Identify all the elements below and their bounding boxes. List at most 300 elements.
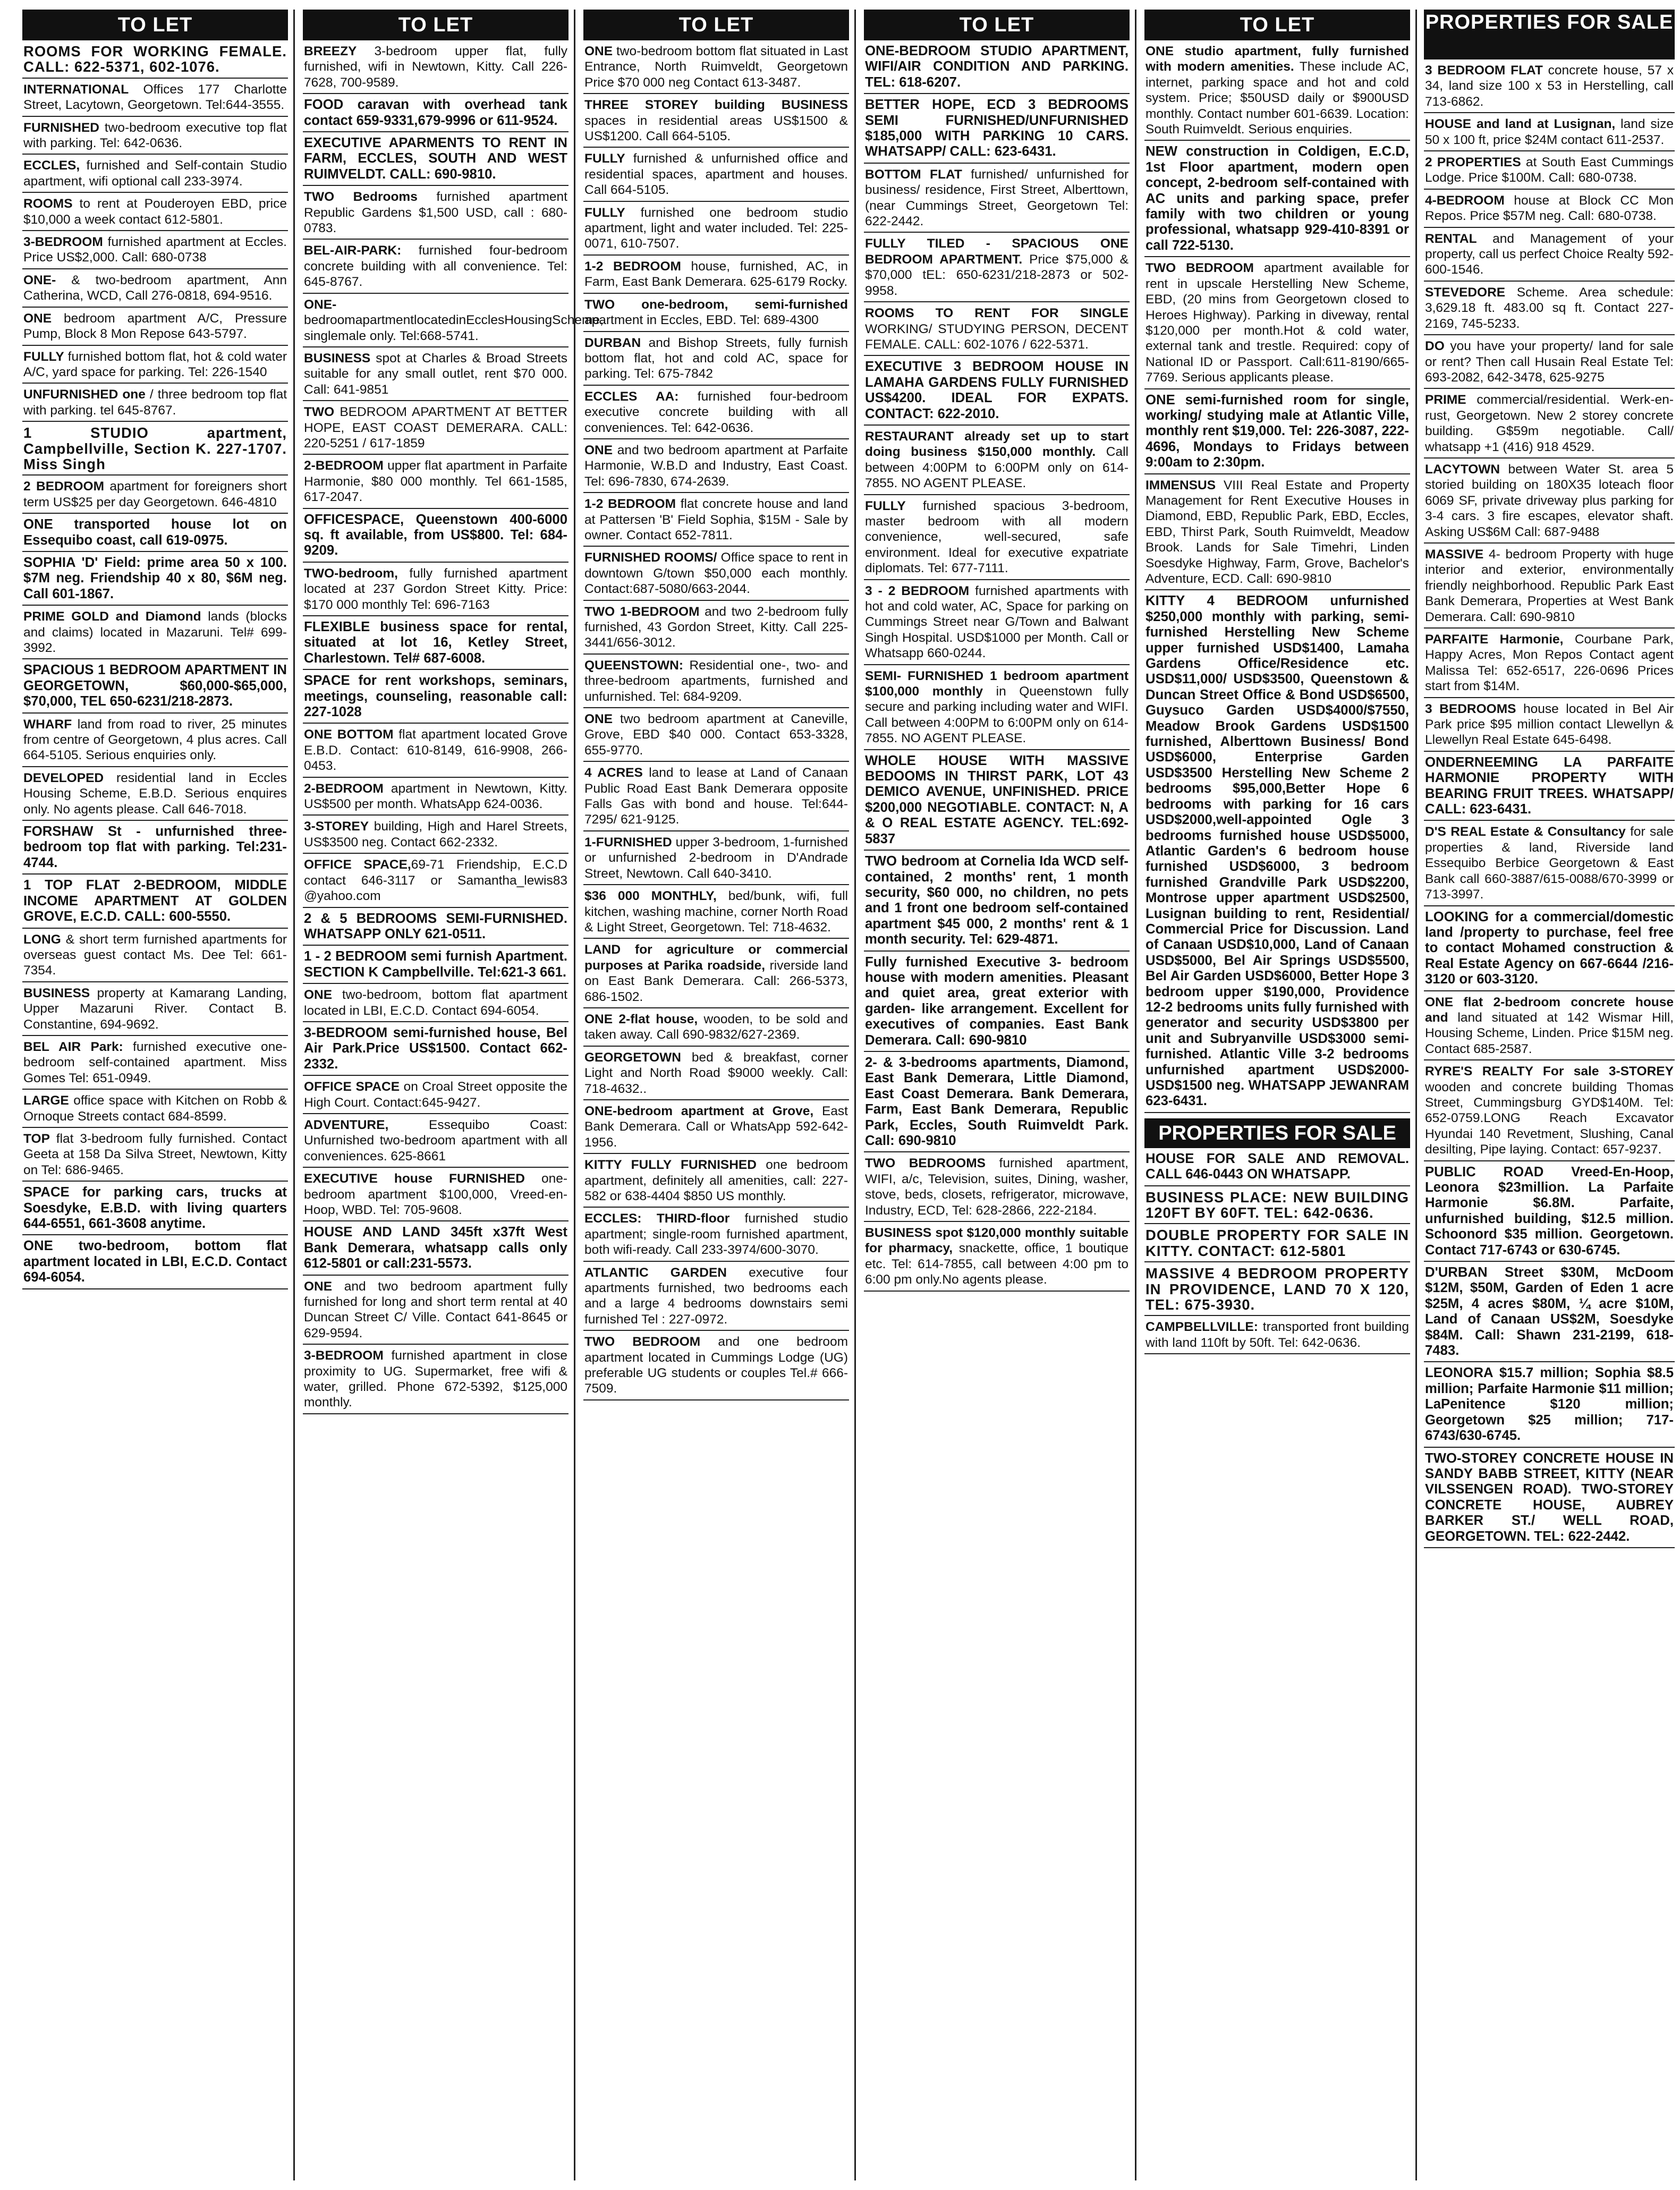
classified-ad (864, 164, 1130, 233)
ad-text: / three bedroom top flat with parking. tel 645-8767. (23, 387, 287, 418)
ad-text: ONE-BEDROOM STUDIO APARTMENT, WIFI/AIR CONDITION AND PARKING. TEL: 618-6207. (865, 44, 1129, 90)
ad-lead: 3-STOREY (304, 819, 369, 834)
ad-text: 1 - 2 BEDROOM semi furnish Apartment. SECTION K Campbellville. Tel:621-3 661. (304, 949, 567, 980)
classified-ad (303, 1276, 569, 1345)
classified-ad (303, 670, 569, 724)
ad-lead: DURBAN (584, 335, 641, 350)
classified-ad (22, 659, 288, 713)
column-divider (1135, 10, 1136, 2180)
ad-text: SPACE for parking cars, trucks at Soesdyke, E.B.D. with living quarters 644-6551, 661-3608 anytime. (23, 1185, 287, 1231)
ad-text: one-bedroom apartment $100,000, Vreed-en-Hoop, WBD. Tel: 705-9608. (304, 1172, 567, 1217)
ad-lead: FULLY TILED - SPACIOUS ONE BEDROOM APARTMENT. (865, 236, 1129, 267)
classified-ad (303, 40, 569, 94)
classified-ad (303, 1168, 569, 1221)
ad-text: 69-71 Friendship, E.C.D contact 646-3117 or Samantha_lewis83 @yahoo.com (304, 858, 567, 904)
classified-ad (22, 155, 288, 193)
ad-text: D'URBAN Street $30M, McDoom $12M, $50M, Garden of Eden 1 acre $25M, 4 acres $80M, ¼ acre $10M, Land of Canaan US$2M, Soesdyke $84M. Call: Shawn 231-2199, 618-7483. (1425, 1265, 1674, 1359)
classified-ad (1144, 389, 1410, 474)
ad-lead: DEVELOPED (23, 770, 104, 785)
ad-lead: BUSINESS (304, 351, 371, 366)
ad-text: flat 3-bedroom fully furnished. Contact Geeta at 158 Da Silva Street, Newtown, Kitty on Tel: 686-9465. (23, 1131, 287, 1177)
classified-ad (1424, 1262, 1675, 1362)
classified-ad (22, 606, 288, 659)
ad-lead: TWO (304, 405, 335, 420)
classified-ad (22, 231, 288, 269)
ad-text: and Bishop Streets, fully furnish bottom flat, hot and cold AC, space for parking. Tel: 675-7842 (584, 335, 848, 381)
column-divider (1415, 10, 1417, 2180)
section-header: TO LET (864, 10, 1130, 40)
ad-text: furnished apartment Republic Gardens $1,500 USD, call : 680-0783. (304, 190, 567, 236)
classified-ad (303, 1022, 569, 1076)
classified-ad (22, 193, 288, 231)
classified-ad (1424, 629, 1675, 698)
ad-lead: IMMENSUS (1146, 478, 1216, 493)
ad-lead: TWO BEDROOM (584, 1335, 701, 1349)
classified-ad (1144, 1148, 1410, 1186)
ad-text: spaces in residential areas US$1500 & US$1200. Call 664-5105. (584, 113, 848, 144)
classified-ad (864, 426, 1130, 495)
ad-text: upper 3-bedroom, 1-furnished or unfurnished 2-bedroom in D'Andrade Street, Newtown. Call 640-3410. (584, 835, 848, 881)
ad-lead: ONE (584, 712, 613, 727)
ad-text: two-bedroom, bottom flat apartment located in LBI, E.C.D. Contact 694-6054. (304, 988, 567, 1018)
ad-lead: 3 - 2 BEDROOM (865, 583, 970, 598)
ad-lead: ONE- (304, 297, 337, 312)
ad-text: apartment for foreigners short term US$25 per day Georgetown. 646-4810 (23, 479, 287, 510)
classified-ad (303, 946, 569, 984)
ad-text: furnished apartment at Eccles. Price US$2,000. Call: 680-0738 (23, 235, 287, 265)
ad-lead: DO (1425, 339, 1445, 354)
classified-ad (583, 831, 849, 885)
ad-text: furnished spacious 3-bedroom, master bedroom with all modern convenience, well-secured, safe environment. Ideal for executive expatriate diplomats. Tel: 677-7111. (865, 498, 1129, 576)
ad-text: land from road to river, 25 minutes from centre of Georgetown, 4 plus acres. Call 664-5105. Serious enquiries only. (23, 717, 287, 763)
ad-text: NEW construction in Coldigen, E.C.D, 1st Floor apartment, modern open concept, 2-bedroom self-contained with AC units and parking space, prefer family with two children or young professional, whatsapp 929-410-8391 or call 722-5130. (1146, 144, 1409, 253)
classified-ad (864, 495, 1130, 580)
column-5 (1144, 10, 1410, 2180)
ad-lead: 3-BEDROOM (23, 235, 103, 250)
ad-lead: FULLY (23, 349, 64, 364)
classified-ad (1144, 1262, 1410, 1316)
ad-text: EXECUTIVE APARMENTS TO RENT IN FARM, ECCLES, SOUTH AND WEST RUIMVELDT. CALL: 690-9810. (304, 135, 567, 182)
classified-ad (583, 1262, 849, 1331)
classified-ad (864, 1152, 1130, 1222)
ad-text: 2- & 3-bedrooms apartments, Diamond, East Bank Demerara, Little Diamond, East Coast Demerara. Bank Demerara, Farm, East Bank Demerara, Republic Park, Eccles, South Ruimveldt Park. Call: 690-9810 (865, 1055, 1129, 1148)
ad-text: residential land in Eccles Housing Scheme, E.B.D. Serious enquires only. No agents please. Call 646-7018. (23, 770, 287, 817)
ad-lead: RYRE'S REALTY For sale 3-STOREY (1425, 1064, 1674, 1079)
ad-text: at South East Cummings Lodge. Price $100M. Call: 680-0738. (1425, 155, 1674, 185)
classified-ad (864, 94, 1130, 164)
ad-lead: HOUSE and land at Lusignan, (1425, 117, 1616, 132)
ad-text: and two 2-bedroom fully furnished, 43 Gordon Street, Kitty. Call 225- 3441/656-3012. (584, 604, 849, 650)
ad-lead: ONE (584, 443, 613, 457)
ad-lead: MASSIVE (1425, 547, 1484, 562)
classified-ad (583, 939, 849, 1008)
classified-ad (22, 1235, 288, 1289)
ad-lead: TWO 1-BEDROOM (584, 604, 700, 619)
section-header: TO LET (583, 10, 849, 40)
ad-lead: PRIME GOLD and Diamond (23, 609, 201, 624)
column-divider (574, 10, 575, 2180)
classified-ad (864, 665, 1130, 750)
ad-lead: ECCLES AA: (584, 389, 679, 404)
ad-text: OFFICESPACE, Queenstown 400-6000 sq. ft available, from US$800. Tel: 684-9209. (304, 512, 567, 558)
ad-lead: TWO BEDROOMS (865, 1156, 986, 1171)
classified-ad (22, 117, 288, 155)
ad-lead: QUEENSTOWN: (584, 658, 684, 673)
classified-ad (303, 563, 569, 616)
classified-ad (1424, 544, 1675, 629)
ad-lead: $36 000 MONTHLY, (584, 889, 717, 904)
classified-ad (22, 767, 288, 821)
classified-ad (22, 1090, 288, 1128)
ad-text: 2 & 5 BEDROOMS SEMI-FURNISHED. WHATSAPP ONLY 621-0511. (304, 911, 567, 941)
ad-text: SPACIOUS 1 BEDROOM APARTMENT IN GEORGETOWN, $60,000-$65,000, $70,000, TEL 650-6231/218-2873. (23, 663, 287, 709)
ad-lead: ONE flat 2-bedroom concrete house and (1425, 995, 1674, 1025)
ad-text: KITTY 4 BEDROOM unfurnished $250,000 monthly with parking, semi-furnished Herstelling New Scheme upper furnished USD$1400, Lamaha Gardens Office/Residence etc. USD$11,000/ USD$3500, Queenstown & Duncan Street Office & Bond USD$6500, Guysuco Garden USD$4000/$7550, Meadow Brook Gardens USD$1500 furnished, Alberttown Business/ Bond USD$6000, Enterprise Garden USD$3500 Herstelling New Scheme 2 bedrooms $95,000,Better Hope 6 bedrooms with parking for 16 cars USD$2000,well-appointed Ogle 3 bedrooms furnished house USD$5000, Atlantic Garden's 6 bedroom house furnished USD$6000, 3 bedroom furnished Grandville Park USD$2200, Montrose upper apartment USD$2500, Lusignan building to rent, Residential/ Commercial Price for Discussion. Land of Canaan USD$10,000, Land of Canaan USD$5000, Bel Air Springs USD$5500, Bel Air Garden USD$6000, Better Hope 3 bedroom upper $190,000, Providence 12-2 bedrooms units fully furnished with generator and security USD$3800 per unit and Subryanville USD$3000 semi-furnished. Atlantic Ville 3-2 bedrooms unfurnished apartment USD$2000-USD$1500 neg. WHATSAPP JEWANRAM 623-6431. (1146, 593, 1409, 1109)
ad-text: ROOMS FOR WORKING FEMALE. CALL: 622-5371, 602-1076. (23, 43, 287, 75)
ad-text: and Management of your property, call us perfect Choice Realty 592-600-1546. (1425, 231, 1674, 277)
ad-lead: BEL AIR Park: (23, 1039, 123, 1054)
classified-ad (22, 1182, 288, 1235)
ad-text: and two bedroom apartment fully furnished for long and short term rental at 40 Duncan Street C/ Ville. Contact 641-8645 or 629-9594. (304, 1279, 567, 1340)
ad-lead: INTERNATIONAL (23, 82, 129, 97)
classified-ad (1424, 190, 1675, 228)
ad-text: ONDERNEEMING LA PARFAITE HARMONIE PROPERTY WITH BEARING FRUIT TREES. WHATSAPP/ CALL: 623-6431. (1425, 754, 1674, 817)
classified-ad (1424, 991, 1675, 1061)
ad-text: two-bedroom bottom flat situated in Last Entrance, North Ruimveldt, Georgetown Price $70 000 neg Contact 613-3487. (584, 44, 848, 90)
ad-text: furnished and Self-contain Studio apartment, wifi optional call 233-3974. (23, 158, 287, 189)
ad-lead: ATLANTIC GARDEN (584, 1265, 727, 1280)
classified-ad (303, 816, 569, 854)
ad-lead: OFFICE SPACE, (304, 858, 411, 872)
classified-ad (22, 929, 288, 982)
classified-ad (583, 1008, 849, 1047)
ad-text: WHOLE HOUSE WITH MASSIVE BEDOOMS IN THIRST PARK, LOT 43 DEMICO AVENUE, UNFINISHED. PRICE $200,000 NEGOTIABLE. CONTACT: N, A & O REAL ESTATE AGENCY. TEL:692-5837 (865, 753, 1129, 846)
ad-text: furnished apartment, WIFI, a/c, Television, suites, Dining, washer, stove, beds, closets, refrigerator, microwave, Industry, ECD, Tel: 628-2866, 222-2184. (865, 1156, 1129, 1218)
classified-ad (303, 94, 569, 132)
ad-text: & two-bedroom apartment, Ann Catherina, WCD, Call 276-0818, 694-9516. (23, 273, 287, 303)
ad-text: wooden, to be sold and taken away. Call 690-9832/627-2369. (584, 1012, 848, 1042)
ad-lead: BOTTOM FLAT (865, 167, 962, 182)
ad-text: BETTER HOPE, ECD 3 BEDROOMS SEMI FURNISHED/UNFURNISHED $185,000 WITH PARKING 10 CARS. WHATSAPP/ CALL: 623-6431. (865, 97, 1129, 159)
ad-text: Price $75,000 & $70,000 tEL: 650-6231/218-2873 or 502-9958. (865, 252, 1129, 298)
classified-ad (22, 269, 288, 308)
classified-ad (22, 1036, 288, 1090)
classified-ad (583, 601, 849, 655)
ad-text: apartment available for rent in upscale Herstelling New Scheme, EBD, (20 mins from Georgetown closed to Heroes Highway). Parking in diveway, rental $120,000 per month.Hot & cold water, external tank and trestle. Required: copy of National ID or Passport. Call:611-8190/665-7769. Serious applicants please. (1146, 261, 1409, 385)
ad-text: fully furnished apartment located at 237 Gordon Street Kitty. Price: $170 000 monthly Tel: 696-7163 (304, 566, 567, 612)
ad-text: spot at Charles & Broad Streets suitable for any small outlet, rent $70 000. Call: 641-9851 (304, 351, 567, 397)
classified-ad (1424, 151, 1675, 190)
ad-text: two-bedroom executive top flat with parking. Tel: 642-0636. (23, 120, 287, 151)
classified-ad (1144, 257, 1410, 389)
ad-text: LOOKING for a commercial/domestic land /property to purchase, feel free to contact Mohamed construction & Real Estate Agency on 667-6644 /216-3120 or 603-3120. (1425, 909, 1674, 987)
classified-ad (22, 40, 288, 79)
ad-text: bed/bunk, wifi, full kitchen, washing machine, corner North Road & Light Street, Georgetown. Tel: 718-4632. (584, 889, 848, 935)
ad-text: 1 TOP FLAT 2-BEDROOM, MIDDLE INCOME APARTMENT AT GOLDEN GROVE, E.C.D. CALL: 600-5550. (23, 878, 287, 924)
classified-ad (1424, 282, 1675, 335)
ad-lead: ONE studio apartment, fully furnished with modern amenities. (1146, 44, 1409, 74)
classified-ad (1424, 1362, 1675, 1447)
classified-ad (22, 982, 288, 1036)
ad-text: apartment in Eccles, EBD. Tel: 689-4300 (584, 313, 819, 328)
classified-ad (22, 476, 288, 514)
classified-ad (864, 302, 1130, 356)
ad-lead: BUSINESS (23, 986, 90, 1000)
column-1 (22, 10, 288, 2180)
ad-text: 4- bedroom Property with huge interior and exterior, environmentally friendly neighborhood. Republic Park East Bank Demerara, Properties at West Bank Demerara. Call: 690-9810 (1425, 547, 1674, 624)
ad-lead: TWO-bedroom, (304, 566, 398, 581)
ad-text: concrete house, 57 x 34, land size 100 x 53 in Herstelling, call 713-6862. (1425, 63, 1674, 109)
classified-ad (22, 875, 288, 928)
ad-lead: 4-BEDROOM (1425, 193, 1505, 208)
classified-ad (1424, 60, 1675, 113)
classified-ad (583, 762, 849, 831)
ad-text: FORSHAW St - unfurnished three-bedroom top flat with parking. Tel:231-4744. (23, 824, 287, 870)
ad-lead: FURNISHED (23, 120, 99, 135)
classified-ad (303, 1345, 569, 1414)
ad-lead: EXECUTIVE house FURNISHED (304, 1172, 525, 1186)
ad-lead: TWO Bedrooms (304, 190, 418, 205)
ad-text: furnished four-bedroom concrete building with all convenience. Tel: 645-8767. (304, 243, 567, 290)
ad-lead: WHARF (23, 717, 72, 732)
ad-lead: THREE STOREY building BUSINESS (584, 98, 848, 113)
ad-text: HOUSE FOR SALE AND REMOVAL. CALL 646-0443 ON WHATSAPP. (1146, 1151, 1409, 1182)
ad-lead: FULLY (865, 498, 906, 513)
classified-ad (583, 439, 849, 493)
ad-text: HOUSE AND LAND 345ft x37ft West Bank Demerara, whatsapp calls only 612-5801 or call:231-5573. (304, 1225, 567, 1271)
classified-ad (1144, 474, 1410, 591)
ad-lead: 3 BEDROOMS (1425, 701, 1516, 716)
classified-ad (303, 1076, 569, 1114)
ad-text: MASSIVE 4 BEDROOM PROPERTY IN PROVIDENCE, LAND 70 X 120, TEL: 675-3930. (1146, 1265, 1409, 1313)
ad-text: SOPHIA 'D' Field: prime area 50 x 100. $7M neg. Friendship 40 x 80, $6M neg. Call 601-1867. (23, 555, 287, 601)
ad-text: furnished apartment in close proximity to UG. Supermarket, free wifi & water, grilled. Phone 672-5392, $125,000 monthly. (304, 1348, 567, 1410)
ad-lead: ONE (23, 311, 52, 326)
ad-text: Scheme. Area schedule: 3,629.18 ft. 483.00 sq ft. Contact 227-2169, 745-5233. (1425, 285, 1674, 331)
ad-text: Courbane Park, Happy Acres, Mon Repos Contact agent Malissa Tel: 652-6517, 226-0696 Prices start from $14M. (1425, 632, 1674, 694)
ad-text: 1 STUDIO apartment, Campbellville, Section K. 227-1707. Miss Singh (23, 425, 287, 472)
classified-ad (1424, 113, 1675, 151)
ad-lead: ECCLES: THIRD-floor (584, 1211, 730, 1226)
ad-text: and two bedroom apartment at Parfaite Harmonie, W.B.D and Industry, East Coast. Tel: 696-7830, 674-2639. (584, 443, 848, 489)
ad-text: These include AC, internet, parking space and hot and cold system. Price; $50USD daily or $900USD monthly. Contact number 601-6639. Location: South Ruimveldt. Serious enquiries. (1146, 60, 1409, 137)
classified-ad (1424, 1161, 1675, 1262)
ad-text: property at Kamarang Landing, Upper Mazaruni River. Contact B. Constantine, 694-9692. (23, 986, 287, 1032)
classified-ad (583, 256, 849, 294)
ad-lead: UNFURNISHED one (23, 387, 146, 402)
ad-lead: ADVENTURE, (304, 1117, 389, 1132)
ad-text: bed & breakfast, corner Light and North Road $9000 weekly. Call: 718-4632.. (584, 1050, 848, 1096)
ad-text: & short term furnished apartments for overseas guest contact Ms. Dee Tel: 661-7354. (23, 932, 287, 978)
section-header: PROPERTIES FOR SALE (1424, 10, 1675, 60)
classified-ad (303, 132, 569, 186)
ad-text: riverside land on East Bank Demerara. Call: 266-5373, 686-1502. (584, 958, 848, 1004)
column-2 (303, 10, 604, 2180)
ad-text: land to lease at Land of Canaan Public Road East Bank Demerara opposite Falls Gas with bond and house. Tel:644-7295/ 621-9125. (584, 766, 848, 827)
ad-text: ONE semi-furnished room for single, working/ studying male at Atlantic Ville, monthly rent $19,000. Tel: 226-3087, 222-4696, Mondays to Fridays between 9:00am to 2:30pm. (1146, 392, 1409, 470)
ad-lead: 2-BEDROOM (304, 459, 384, 473)
classified-ad (583, 202, 849, 256)
classified-ad (864, 1222, 1130, 1292)
classified-ad (303, 294, 604, 347)
ad-text: PUBLIC ROAD Vreed-En-Hoop, Leonora $23million. La Parfaite Harmonie $6.8M. Parfaite, unfurnished building, $12.5 million. Schoonord $35 million. Georgetown. Contact 717-6743 or 630-6745. (1425, 1164, 1674, 1258)
ad-lead: GEORGETOWN (584, 1050, 681, 1065)
ad-text: furnished/ unfurnished for business/ residence, First Street, Alberttown, (near Cummings Street, Georgetown Tel: 622-2442. (865, 167, 1129, 229)
ad-text: land situated at 142 Wismar Hill, Housing Scheme, Linden. Price $15M neg. Contact 685-2587. (1425, 1010, 1674, 1056)
ad-lead: KITTY FULLY FURNISHED (584, 1158, 757, 1173)
section-header: PROPERTIES FOR SALE (1144, 1118, 1410, 1148)
ad-text: executive four apartments furnished, two bedrooms each and a large 4 bedrooms downstairs semi furnished Tel : 227-0972. (584, 1265, 848, 1327)
classified-ad (1424, 389, 1675, 459)
classified-ad (583, 94, 849, 148)
column-divider (854, 10, 856, 2180)
classified-ad (1424, 335, 1675, 389)
classified-ad (1424, 698, 1675, 752)
ad-text: to rent at Pouderoyen EBD, price $10,000 a week contact 612-5801. (23, 197, 287, 227)
classified-ad (583, 1047, 849, 1100)
ad-lead: ROOMS (23, 197, 73, 211)
ad-text: Fully furnished Executive 3- bedroom house with modern amenities. Pleasant and quiet area, great exterior with garden- like arrangement. Excellent for executives of companies. East Bank Demerara. Call: 690-9810 (865, 954, 1129, 1048)
ad-lead: LARGE (23, 1093, 69, 1108)
ad-text: building, High and Harel Streets, US$3500 neg. Contact 662-2332. (304, 819, 567, 850)
classified-ad (864, 233, 1130, 302)
ad-text: BEDROOM APARTMENT AT BETTER HOPE, EAST COAST DEMERARA. CALL: 220-5251 / 617-1859 (304, 405, 567, 451)
ad-text: bedroom apartment A/C, Pressure Pump, Block 8 Mon Repose 643-5797. (23, 311, 287, 342)
ad-text: furnished bottom flat, hot & cold water A/C, yard space for parking. Tel: 226-1540 (23, 349, 287, 379)
classified-ad (303, 347, 569, 401)
classified-ad (1424, 459, 1675, 544)
classified-ad (583, 386, 849, 439)
section-header: TO LET (1144, 10, 1410, 40)
classified-ad (583, 148, 849, 201)
ad-lead: 1-2 BEDROOM (584, 497, 676, 512)
classified-ad (1424, 1060, 1675, 1161)
classified-ad (303, 240, 569, 293)
ad-text: house, furnished, AC, in Farm, East Bank Demerara. 625-6179 Rocky. (584, 259, 848, 290)
ad-text: one bedroom apartment, definitely all amenities, call: 227-582 or 638-4404 $850 US monthly. (584, 1158, 849, 1203)
ad-text: between Water St. area 5 storied building on 180X35 loteach floor 6069 SF, private driveway plus parking for 3-4 cars. 3 fire escapes, elevator shaft. Asking US$6M Call: 687-9488 (1425, 462, 1674, 539)
column-divider (293, 10, 295, 2180)
classified-ad (303, 1114, 569, 1168)
classified-ad (303, 724, 569, 777)
ad-text: two bedroom apartment at Caneville, Grove, EBD $40 000. Contact 653-3328, 655-9770. (584, 712, 848, 758)
ad-text: ONE two-bedroom, bottom flat apartment located in LBI, E.C.D. Contact 694-6054. (23, 1238, 287, 1285)
ad-text: you have your property/ land for sale or rent? Then call Husain Real Estate Tel: 693-2082, 642-3478, 625-9275 (1425, 339, 1674, 385)
ad-text: furnished one bedroom studio apartment, light and water included. Tel: 225-0071, 610-7507. (584, 205, 848, 251)
ad-text: bedroomapartmentlocatedinEcclesHousingScheme, singlemale only. Tel:668-5741. (304, 313, 604, 343)
classified-ad (303, 778, 569, 816)
ad-text: apartment in Newtown, Kitty. US$500 per month. WhatsApp 624-0036. (304, 781, 567, 812)
ad-text: for sale properties & land, Riverside land Essequibo Berbice Georgetown & East Bank call 660-3887/615-0088/670-3999 or 713-3997. (1425, 825, 1674, 902)
classified-ad (1424, 752, 1675, 821)
ad-text: transported front building with land 110ft by 50ft. Tel: 642-0636. (1146, 1320, 1409, 1350)
ad-text: 3-bedroom upper flat, fully furnished, wifi in Newtown, Kitty. Call 226-7628, 700-9589. (304, 44, 567, 90)
ad-lead: TWO one-bedroom, semi-furnished (584, 297, 848, 312)
classified-ad (1144, 1186, 1410, 1225)
ad-lead: ONE 2-flat house, (584, 1012, 698, 1026)
ad-text: furnished studio apartment; single-room furnished apartment, both wifi-ready. Call 233-3974/600-3070. (584, 1211, 848, 1258)
ad-lead: RESTAURANT already set up to start doing business $150,000 monthly. (865, 429, 1129, 460)
ad-text: TWO bedroom at Cornelia Ida WCD self-contained, 2 months' rent, 1 month security, $60 000, no children, no pets and 1 front one bedroom self-contained apartment $45 000, 2 months' rent & 1 month security. Tel: 629-4871. (865, 854, 1129, 947)
classified-ad (22, 346, 288, 384)
ad-lead: FURNISHED ROOMS/ (584, 550, 717, 565)
ad-text: DOUBLE PROPERTY FOR SALE IN KITTY. CONTACT: 612-5801 (1146, 1227, 1409, 1259)
ad-text: SPACE for rent workshops, seminars, meetings, counseling, reasonable call: 227-1028 (304, 673, 567, 720)
classified-ad (864, 952, 1130, 1052)
ad-text: in Queenstown fully secure and parking including water and WIFI. Call between 4:00PM to 6:00PM only on 614-7855. NO AGENT PLEASE. (865, 684, 1129, 746)
classified-ad (303, 509, 569, 563)
ad-text: and one bedroom apartment located in Cummings Lodge (UG) preferable UG students or couples Tel.# 666-7509. (584, 1335, 848, 1396)
classified-ad (303, 854, 569, 907)
classified-ad (22, 79, 288, 117)
ad-text: furnished & unfurnished office and residential spaces, apartment and houses. Call 664-5105. (584, 151, 848, 198)
classified-ad (22, 308, 288, 346)
ad-lead: D'S REAL Estate & Consultancy (1425, 825, 1626, 839)
ad-text: house located in Bel Air Park price $95 million contact Llewellyn & Llewellyn Real Estate 645-6498. (1425, 701, 1674, 748)
ad-lead: STEVEDORE (1425, 285, 1506, 300)
ad-lead: SEMI- FURNISHED 1 bedroom apartment $100,000 monthly (865, 668, 1129, 699)
classified-ad (864, 750, 1130, 851)
ad-text: TWO-STOREY CONCRETE HOUSE IN SANDY BABB STREET, KITTY (NEAR VILSSENGEN ROAD). TWO-STOREY CONCRETE HOUSE, AUBREY BARKER ST./ WELL ROAD, GEORGETOWN. TEL: 622-2442. (1425, 1450, 1674, 1544)
classified-ad (22, 714, 288, 767)
ad-lead: 2 PROPERTIES (1425, 155, 1521, 170)
ad-text: VIII Real Estate and Property Management for Rent Executive Houses in Diamond, EBD, Republic Park, EBD, Eccles, EBD, Thirst Park, South Ruimveldt, Meadow Brook. Lands for Sale Timehri, Linden Soesdyke Highway, Farm, Grove, Bachelor's Adventure, ECD. Call: 690-9810 (1146, 478, 1409, 586)
classified-ad (303, 186, 569, 240)
ad-text: flat apartment located Grove E.B.D. Contact: 610-8149, 616-9908, 266-0453. (304, 727, 567, 774)
ad-lead: LAND for agriculture or commercial purposes at Parika roadside, (584, 943, 848, 973)
ad-lead: RENTAL (1425, 231, 1477, 246)
column-6 (1424, 10, 1675, 2180)
classified-ad (583, 1100, 849, 1154)
ad-lead: 3-BEDROOM (304, 1348, 384, 1363)
ad-text: EXECUTIVE 3 BEDROOM HOUSE IN LAMAHA GARDENS FULLY FURNISHED US$4200. IDEAL FOR EXPATS. CONTACT: 622-2010. (865, 359, 1129, 421)
section-header: TO LET (22, 10, 288, 40)
classified-ad (1424, 821, 1675, 906)
classified-ad (583, 1208, 849, 1261)
column-4 (864, 10, 1130, 2180)
classified-ad (22, 514, 288, 552)
ad-text: FLEXIBLE business space for rental, situated at lot 16, Ketley Street, Charlestown. Tel# 687-6008. (304, 619, 567, 666)
section-header: TO LET (303, 10, 569, 40)
ad-lead: LACYTOWN (1425, 462, 1500, 477)
classified-ad (1424, 228, 1675, 282)
ad-lead: 3 BEDROOM FLAT (1425, 63, 1543, 78)
classified-ad (22, 384, 288, 422)
ad-text: land size 50 x 100 ft, price $24M contact 611-2537. (1425, 117, 1674, 147)
ad-lead: 4 ACRES (584, 766, 643, 780)
classified-ad (583, 294, 849, 332)
ad-lead: TOP (23, 1131, 50, 1146)
classified-ad (864, 580, 1130, 665)
ad-text: Essequibo Coast: Unfurnished two-bedroom apartment with all conveniences. 625-8661 (304, 1117, 567, 1164)
ad-lead: FULLY (584, 205, 625, 220)
ad-text: Residential one-, two- and three-bedroom apartments, furnished and unfurnished. Tel: 684-9209. (584, 658, 848, 704)
ad-lead: CAMPBELLVILLE: (1146, 1320, 1258, 1335)
ad-text: lands (blocks and claims) located in Mazaruni. Tel# 699-3992. (23, 609, 287, 655)
classified-ad (303, 401, 569, 455)
ad-text: snackette, office, 1 boutique etc. Tel: 614-7855, call between 4:00 pm to 6:00 pm only.No agents please. (865, 1241, 1129, 1287)
ad-text: upper flat apartment in Parfaite Harmonie, $80 000 monthly. Tel 661-1585, 617-2047. (304, 459, 567, 505)
classified-ad (1424, 906, 1675, 991)
ad-lead: PARFAITE Harmonie, (1425, 632, 1564, 647)
ad-text: BUSINESS PLACE: NEW BUILDING 120FT BY 60FT. TEL: 642-0636. (1146, 1189, 1409, 1221)
ad-text: Call between 4:00PM to 6:00PM only on 614-7855. NO AGENT PLEASE. (865, 445, 1129, 491)
ad-lead: FULLY (584, 151, 625, 166)
classified-ad (864, 1052, 1130, 1152)
ad-lead: BREEZY (304, 44, 357, 58)
classified-ad (583, 40, 849, 94)
ad-lead: ECCLES, (23, 158, 80, 173)
